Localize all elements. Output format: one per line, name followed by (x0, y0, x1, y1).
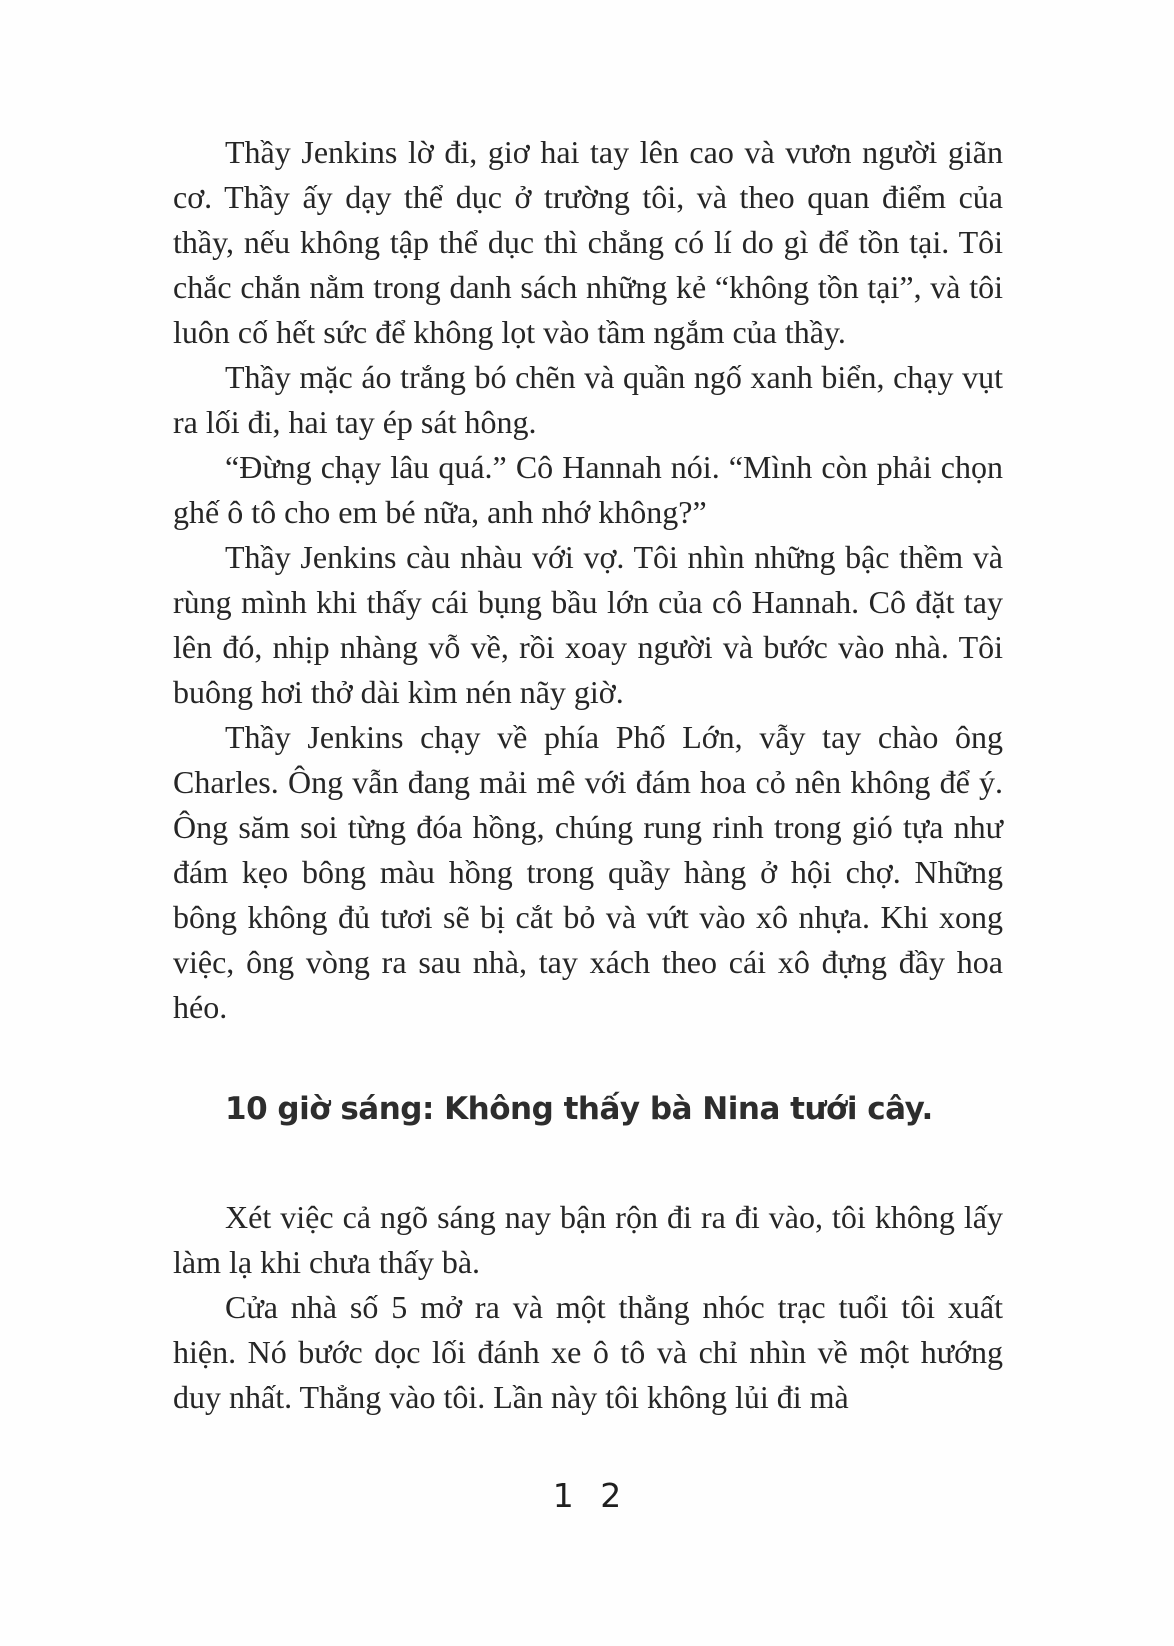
paragraph: Thầy Jenkins lờ đi, giơ hai tay lên cao và vươn người giãn cơ. Thầy ấy dạy thể dục ở trường tôi, và theo quan điểm của thầy, nếu không tập thể dục thì chẳng có lí do gì để tồn tại. Tôi chắc chắn nằm trong danh sách những kẻ “không tồn tại”, và tôi luôn cố hết sức để không lọt vào tầm ngắm của thầy. (173, 134, 1003, 350)
text-block (173, 130, 1003, 1420)
paragraph: Cửa nhà số 5 mở ra và một thằng nhóc trạc tuổi tôi xuất hiện. Nó bước dọc lối đánh xe ô tô và chỉ nhìn về một hướng duy nhất. Thẳng vào tôi. Lần này tôi không lủi đi mà (173, 1289, 1003, 1415)
paragraph: “Đừng chạy lâu quá.” Cô Hannah nói. “Mình còn phải chọn ghế ô tô cho em bé nữa, anh nhớ không?” (173, 449, 1003, 530)
page-number: 1 2 (552, 1476, 630, 1515)
paragraph: Thầy mặc áo trắng bó chẽn và quần ngố xanh biển, chạy vụt ra lối đi, hai tay ép sát hông. (173, 359, 1003, 440)
paragraph: Thầy Jenkins càu nhàu với vợ. Tôi nhìn những bậc thềm và rùng mình khi thấy cái bụng bầu lớn của cô Hannah. Cô đặt tay lên đó, nhịp nhàng vỗ về, rồi xoay người và bước vào nhà. Tôi buông hơi thở dài kìm nén nãy giờ. (173, 539, 1003, 710)
paragraph: Thầy Jenkins chạy về phía Phố Lớn, vẫy tay chào ông Charles. Ông vẫn đang mải mê với đám hoa cỏ nên không để ý. Ông săm soi từng đóa hồng, chúng rung rinh trong gió tựa như đám kẹo bông màu hồng trong quầy hàng ở hội chợ. Những bông không đủ tươi sẽ bị cắt bỏ và vứt vào xô nhựa. Khi xong việc, ông vòng ra sau nhà, tay xách theo cái xô đựng đầy hoa héo. (173, 719, 1003, 1025)
section-heading: 10 giờ sáng: Không thấy bà Nina tưới cây. (225, 1091, 933, 1127)
paragraph: Xét việc cả ngõ sáng nay bận rộn đi ra đi vào, tôi không lấy làm lạ khi chưa thấy bà. (173, 1199, 1003, 1280)
